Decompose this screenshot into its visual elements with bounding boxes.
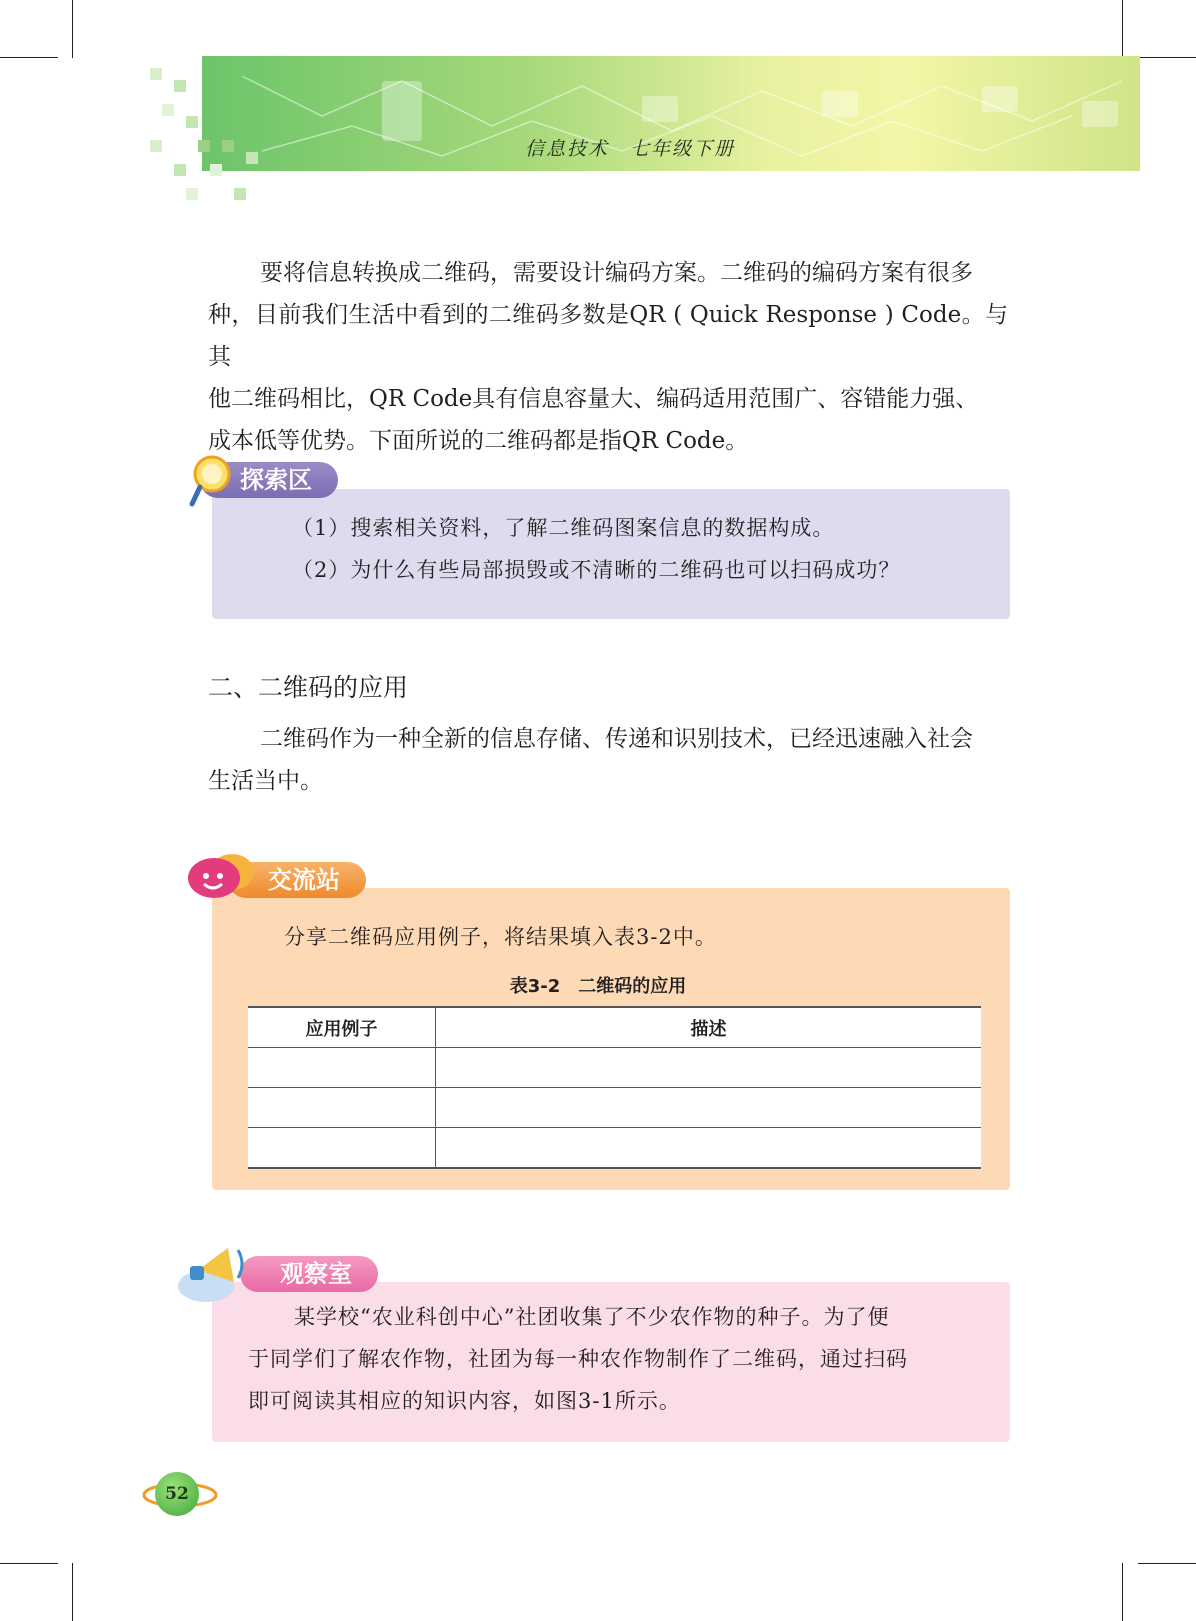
- table-cell[interactable]: [436, 1048, 982, 1088]
- crop-mark: [1138, 57, 1196, 58]
- intro-paragraph: [208, 252, 1008, 462]
- observe-label: 观察室: [240, 1256, 378, 1292]
- column-header: 描述: [436, 1007, 982, 1048]
- megaphone-icon: [176, 1230, 258, 1306]
- table-cell[interactable]: [248, 1088, 436, 1128]
- crop-mark: [1138, 1563, 1196, 1564]
- text-line: 他二维码相比，QR Code具有信息容量大、编码适用范围广、容错能力强、: [208, 386, 979, 412]
- text-line: 要将信息转换成二维码，需要设计编码方案。二维码的编码方案有很多: [260, 260, 973, 286]
- section2-paragraph: [208, 718, 1008, 802]
- explore-box: [212, 489, 1010, 619]
- decorative-pixels: [150, 68, 290, 208]
- table-row: [248, 1088, 981, 1128]
- magnifier-icon: [188, 454, 234, 510]
- exchange-label: 交流站: [228, 862, 366, 898]
- observe-box: [212, 1282, 1010, 1442]
- crop-mark: [1122, 1563, 1123, 1621]
- crop-mark: [0, 1563, 58, 1564]
- crop-mark: [72, 1563, 73, 1621]
- observe-line: 某学校“农业科创中心”社团收集了不少农作物的种子。为了便: [294, 1305, 890, 1329]
- section-heading: 二、二维码的应用: [208, 673, 409, 702]
- explore-item: （1）搜索相关资料，了解二维码图案信息的数据构成。: [292, 516, 835, 540]
- observe-line: 即可阅读其相应的知识内容，如图3-1所示。: [248, 1389, 681, 1413]
- page-number: 52: [155, 1472, 199, 1516]
- crop-mark: [72, 0, 73, 58]
- text-line: 二维码作为一种全新的信息存储、传递和识别技术，已经迅速融入社会: [260, 726, 973, 752]
- table-row: [248, 1048, 981, 1088]
- explore-label: 探索区: [200, 462, 338, 498]
- exchange-instruction: 分享二维码应用例子，将结果填入表3-2中。: [284, 925, 717, 949]
- table-cell[interactable]: [436, 1088, 982, 1128]
- table-header-row: [248, 1007, 981, 1048]
- text-line: 成本低等优势。下面所说的二维码都是指QR Code。: [208, 428, 749, 454]
- header-title: 信息技术 七年级下册: [525, 138, 736, 160]
- table-cell[interactable]: [248, 1048, 436, 1088]
- table-cell[interactable]: [248, 1128, 436, 1169]
- crop-mark: [0, 57, 58, 58]
- text-line: 生活当中。: [208, 768, 323, 794]
- observe-line: 于同学们了解农作物，社团为每一种农作物制作了二维码，通过扫码: [248, 1347, 908, 1371]
- table-caption: 表3-2 二维码的应用: [509, 976, 687, 997]
- application-table: [248, 1006, 981, 1169]
- table-cell[interactable]: [436, 1128, 982, 1169]
- text-line: 种，目前我们生活中看到的二维码多数是QR ( Quick Response ) Code。与其: [208, 302, 1008, 370]
- explore-item: （2）为什么有些局部损毁或不清晰的二维码也可以扫码成功？: [292, 558, 901, 582]
- column-header: 应用例子: [248, 1007, 436, 1048]
- table-row: [248, 1128, 981, 1169]
- crop-mark: [1122, 0, 1123, 58]
- chat-bubble-icon: [184, 848, 258, 904]
